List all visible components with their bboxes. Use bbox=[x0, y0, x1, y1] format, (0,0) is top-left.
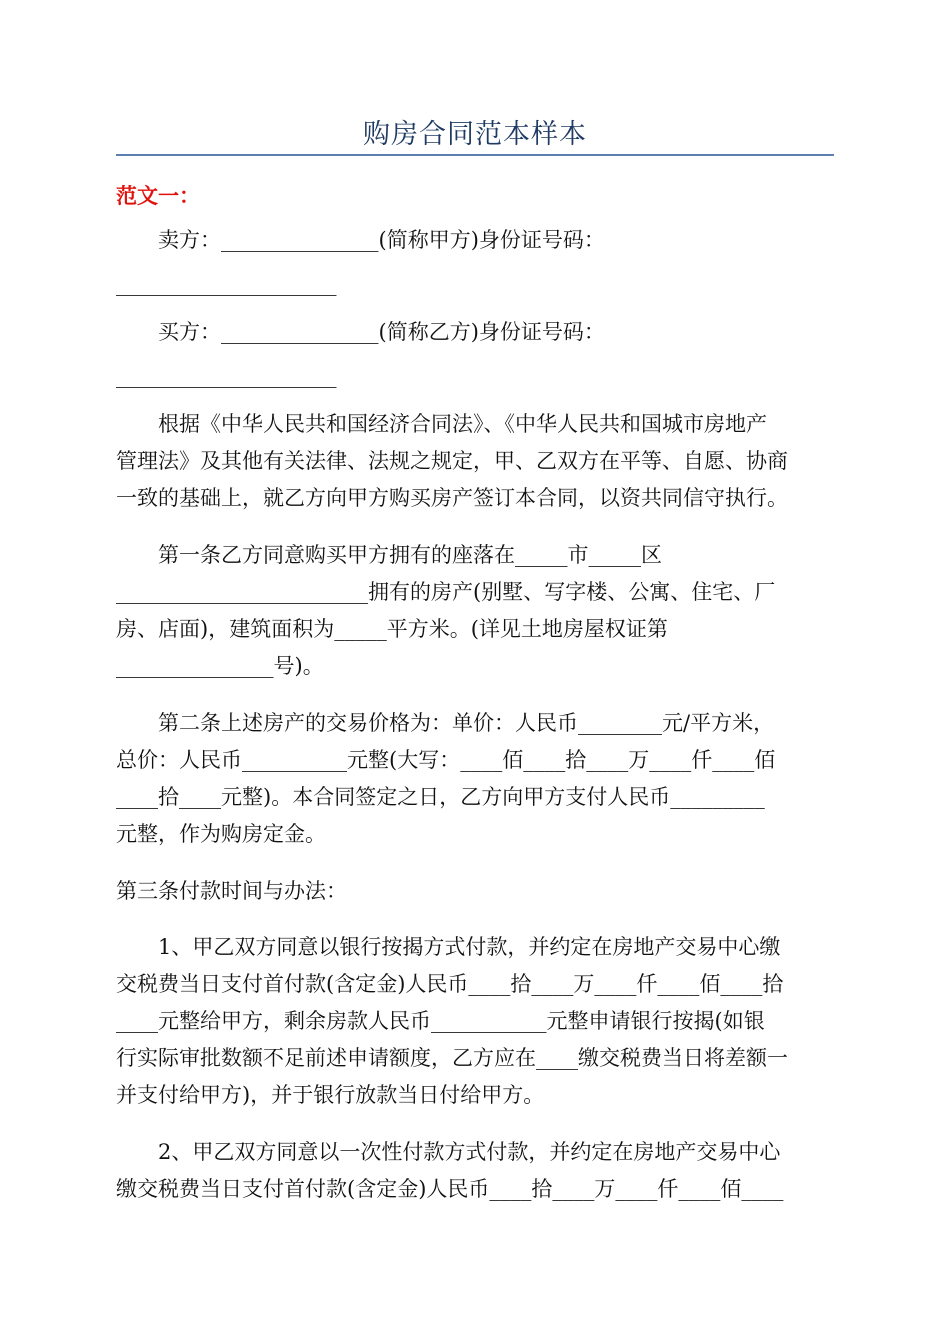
document-title: 购房合同范本样本 bbox=[363, 119, 587, 150]
paragraph-line: 管理法》及其他有关法律、法规之规定，甲、乙双方在平等、自愿、协商 bbox=[116, 449, 788, 473]
paragraph-line: 缴交税费当日支付首付款(含定金)人民币____拾____万____仟____佰____ bbox=[116, 1177, 784, 1201]
seller-line: 卖方：_______________(简称甲方)身份证号码： bbox=[116, 228, 605, 252]
seller-id-blank: _____________________ bbox=[116, 272, 337, 296]
paragraph-line: 总价：人民币__________元整(大写：____佰____拾____万____仟____佰 bbox=[116, 748, 776, 772]
paragraph-line: 房、店面)，建筑面积为_____平方米。(详见土地房屋权证第 bbox=[116, 617, 668, 641]
buyer-line: 买方：_______________(简称乙方)身份证号码： bbox=[116, 320, 605, 344]
article-heading: 第三条付款时间与办法： bbox=[116, 879, 347, 903]
paragraph-line: _______________号)。 bbox=[116, 654, 324, 678]
paragraph-line: 并支付给甲方)，并于银行放款当日付给甲方。 bbox=[116, 1083, 545, 1107]
title-underline bbox=[116, 154, 834, 156]
paragraph-line: 一致的基础上，就乙方向甲方购买房产签订本合同，以资共同信守执行。 bbox=[116, 486, 788, 510]
paragraph-line: ________________________拥有的房产(别墅、写字楼、公寓、住宅、厂 bbox=[116, 580, 776, 604]
section-heading: 范文一： bbox=[116, 184, 200, 208]
paragraph-line: 第一条乙方同意购买甲方拥有的座落在_____市_____区 bbox=[116, 543, 662, 567]
paragraph-line: ____拾____元整)。本合同签定之日，乙方向甲方支付人民币_________ bbox=[116, 785, 765, 809]
paragraph-line: 元整，作为购房定金。 bbox=[116, 822, 326, 846]
paragraph-line: 行实际审批数额不足前述申请额度，乙方应在____缴交税费当日将差额一 bbox=[116, 1046, 788, 1070]
paragraph-line: ____元整给甲方，剩余房款人民币___________元整申请银行按揭(如银 bbox=[116, 1009, 765, 1033]
paragraph-line: 2、甲乙双方同意以一次性付款方式付款，并约定在房地产交易中心 bbox=[116, 1140, 781, 1164]
paragraph-line: 第二条上述房产的交易价格为：单价：人民币________元/平方米， bbox=[116, 711, 775, 735]
paragraph-line: 交税费当日支付首付款(含定金)人民币____拾____万____仟____佰____拾 bbox=[116, 972, 784, 996]
paragraph-line: 根据《中华人民共和国经济合同法》、《中华人民共和国城市房地产 bbox=[116, 412, 767, 436]
paragraph-line: 1、甲乙双方同意以银行按揭方式付款，并约定在房地产交易中心缴 bbox=[116, 935, 781, 959]
buyer-id-blank: _____________________ bbox=[116, 364, 337, 388]
